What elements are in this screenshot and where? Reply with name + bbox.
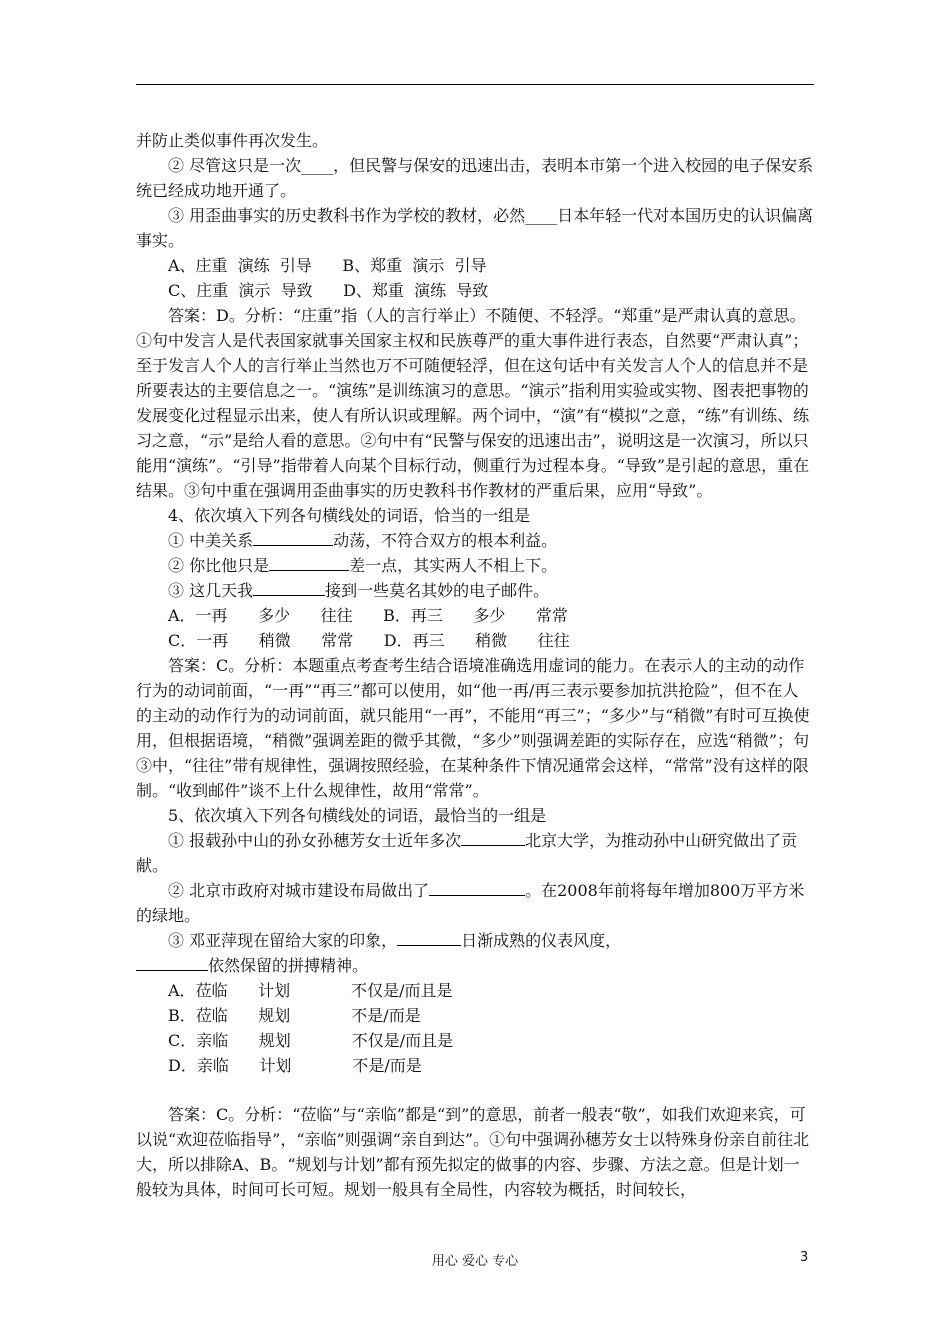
answer-3: 答案：D。分析：“庄重”指（人的言行举止）不随便、不轻浮。“郑重”是严肃认真的意思。①句中发言人是代表国家就事关国家主权和民族尊严的重大事件进行表态，自然要“严肃认真”；至于发言人个人的言行举止当然也万不可随便轻浮，但在这句话中有关发言人个人的信息并不是所要表达的主要信息之一。“演练”是训练演习的意思。“演示”指利用实验或实物、图表把事物的发展变化过程显示出来，使人有所认识或理解。两个词中，“演”有“模拟”之意，“练”有训练、练习之意，“示”是给人看的意思。②句中有“民警与保安的迅速出击”，说明这是一次演习，所以只能用“演练”。“引导”指带着人向某个目标行动，侧重行为过程本身。“导致”是引起的意思，重在结果。③句中重在强调用歪曲事实的历史教科书作教材的严重后果，应用“导致”。 <box>136 306 810 500</box>
page-number: 3 <box>800 1250 809 1265</box>
question-4-options-ab: A．一再 多少 往往 B．再三 多少 常常 <box>168 606 568 625</box>
question-5-option-b: B．莅临 规划 不是/而是 <box>168 1006 421 1025</box>
question-5-option-c: C．亲临 规划 不仅是/而且是 <box>168 1031 454 1050</box>
question-4-sentence-2: ② 你比他只是 差一点，其实两人不相上下。 <box>168 556 558 575</box>
spacer <box>136 1078 814 1102</box>
question-5-option-a: A．莅临 计划 不仅是/而且是 <box>168 981 453 1000</box>
fill-blank <box>429 880 525 896</box>
sentence-2: ② 尽管这只是一次____，但民警与保安的迅速出击，表明本市第一个进入校园的电子保安系统已经成功地开通了。 <box>136 156 814 200</box>
options-cd: C、庄重 演示 导致 D、郑重 演练 导致 <box>168 281 489 300</box>
question-4-title: 4、依次填入下列各句横线处的词语，恰当的一组是 <box>168 506 531 525</box>
question-4-options-cd: C．一再 稍微 常常 D．再三 稍微 往往 <box>168 631 570 650</box>
fill-blank <box>397 930 461 946</box>
answer-4: 答案：C。分析：本题重点考查考生结合语境准确选用虚词的能力。在表示人的主动的动作行为的动词前面，“一再”“再三”都可以使用，如“他一再/再三表示要参加抗洪抢险”，但不在人的主动的动作行为的动词前面，就只能用“一再”，不能用“再三”；“多少”与“稍微”有时可互换使用，但根据语境，“稍微”强调差距的微乎其微，“多少”则强调差距的实际存在，应选“稍微”；句③中，“往往”带有规律性，强调按照经验，在某种条件下情况通常会这样，“常常”没有这样的限制。“收到邮件”谈不上什么规律性，故用“常常”。 <box>136 656 810 800</box>
fill-blank <box>253 530 333 546</box>
question-5-sentence-2: ② 北京市政府对城市建设布局做出了 。在2008年前将每年增加800万平方米的绿地。 <box>136 881 805 925</box>
header-rule <box>136 84 814 85</box>
fill-blank <box>461 830 525 846</box>
footer-text: 用心 爱心 专心 <box>431 1254 519 1269</box>
fill-blank <box>269 555 349 571</box>
sentence-3: ③ 用歪曲事实的历史教科书作为学校的教材，必然____日本年轻一代对本国历史的认识偏离事实。 <box>136 206 814 250</box>
fill-blank <box>136 955 208 971</box>
fill-blank <box>253 580 325 596</box>
text-line: 并防止类似事件再次发生。 <box>136 131 329 150</box>
question-5-sentence-3: ③ 邓亚萍现在留给大家的印象， 日渐成熟的仪表风度， <box>168 931 622 950</box>
document-body <box>136 128 814 1202</box>
question-4-sentence-3: ③ 这几天我 接到一些莫名其妙的电子邮件。 <box>168 581 550 600</box>
question-4-sentence-1: ① 中美关系 动荡，不符合双方的根本利益。 <box>168 531 558 550</box>
options-ab: A、庄重 演练 引导 B、郑重 演示 引导 <box>168 256 487 275</box>
question-5-option-d: D．亲临 计划 不是/而是 <box>168 1056 422 1075</box>
question-5-title: 5、依次填入下列各句横线处的词语，最恰当的一组是 <box>168 806 547 825</box>
question-5-sentence-1: ① 报载孙中山的孙女孙穗芳女士近年多次 北京大学，为推动孙中山研究做出了贡献。 <box>136 831 798 875</box>
answer-5: 答案：C。分析：“莅临”与“亲临”都是“到”的意思，前者一般表“敬”，如我们欢迎来宾，可以说“欢迎莅临指导”，“亲临”则强调“亲自到达”。①句中强调孙穗芳女士以特殊身份亲自前往北大，所以排除A、B。“规划与计划”都有预先拟定的做事的内容、步骤、方法之意。但是计划一般较为具体，时间可长可短。规划一般具有全局性，内容较为概括，时间较长， <box>136 1105 810 1199</box>
question-5-sentence-3-cont: 依然保留的拼搏精神。 <box>136 953 814 978</box>
